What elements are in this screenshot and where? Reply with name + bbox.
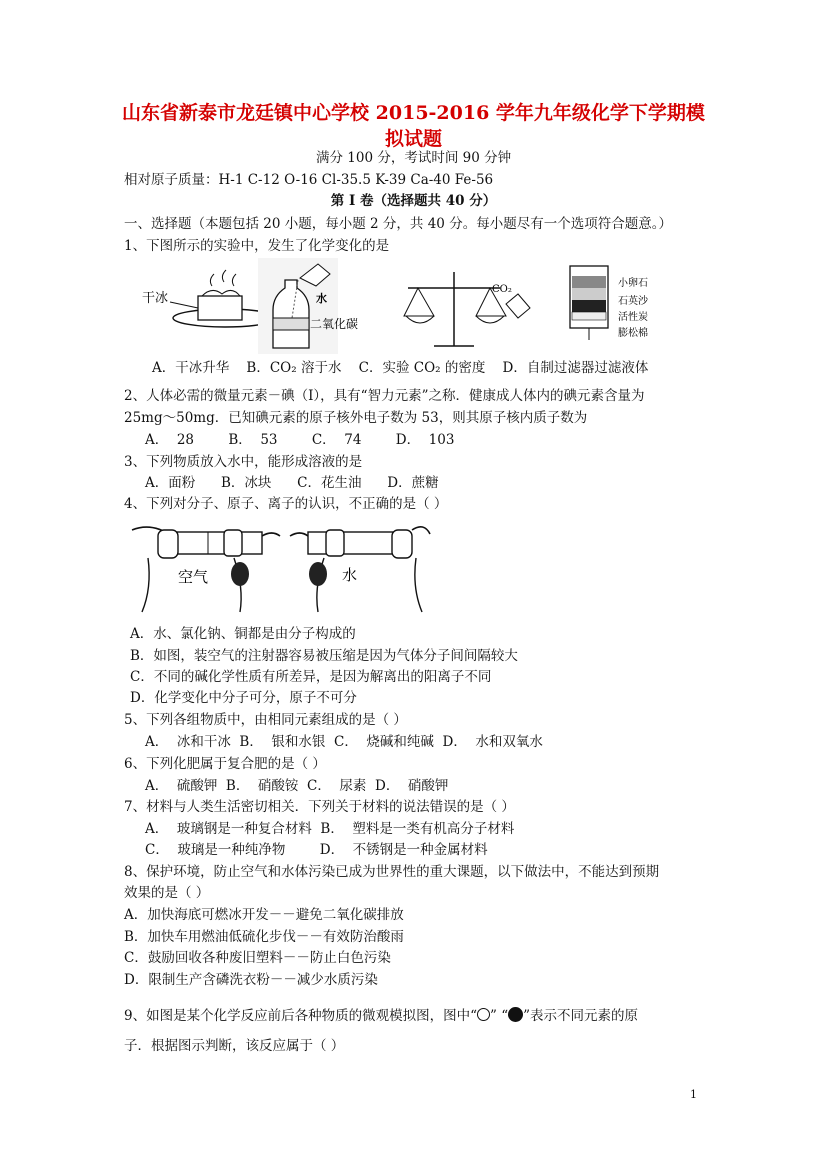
label-dry-ice: 干冰 xyxy=(142,290,169,305)
label-air: 空气 xyxy=(178,569,209,586)
q8-option-b: B．加快车用燃油低硫化步伐－－有效防治酸雨 xyxy=(124,929,404,945)
q4-option-a: A．水、氯化钠、铜都是由分子构成的 xyxy=(130,626,356,642)
q4-stem: 4、下列对分子、原子、离子的认识，不正确的是（ ） xyxy=(124,496,448,512)
bottle-figure xyxy=(258,258,358,354)
white-atom-icon xyxy=(477,1008,490,1021)
syringe-air xyxy=(132,527,280,612)
dry-ice-figure xyxy=(142,270,277,327)
q2-options: A． 28 B． 53 C． 74 D． 103 xyxy=(145,432,455,448)
q4-option-c: C．不同的碱化学性质有所差异，是因为解离出的阳离子不同 xyxy=(130,669,492,685)
q9-stem-b: ” “ xyxy=(490,1008,509,1024)
title-line-1: 山东省新泰市龙廷镇中心学校 2015-2016 学年九年级化学下学期模 xyxy=(122,102,705,124)
q9-stem-a: 9、如图是某个化学反应前后各种物质的微观模拟图，图中“ xyxy=(124,1008,477,1024)
label-cotton: 膨松棉 xyxy=(618,328,648,339)
q5-options: A． 冰和干冰 B． 银和水银 C． 烧碱和纯碱 D． 水和双氧水 xyxy=(145,734,543,750)
label-co2: 二氧化碳 xyxy=(310,317,359,331)
q2-stem-2: 25mg～50mg．已知碘元素的原子核外电子数为 53，则其原子核内质子数为 xyxy=(124,410,588,426)
q7-stem: 7、材料与人类生活密切相关．下列关于材料的说法错误的是（ ） xyxy=(124,799,515,815)
q1-option-d: D．自制过滤器过滤液体 xyxy=(502,360,649,376)
label-co2-short: CO₂ xyxy=(492,284,512,295)
q4-option-d: D．化学变化中分子可分，原子不可分 xyxy=(130,690,357,706)
q9-stem-2: 子．根据图示判断，该反应属于（ ） xyxy=(124,1038,345,1054)
q1-stem: 1、下图所示的实验中，发生了化学变化的是 xyxy=(124,238,390,254)
q3-options: A．面粉 B．冰块 C．花生油 D．蔗糖 xyxy=(145,475,439,491)
atomic-mass-line: 相对原子质量：H-1 C-12 O-16 Cl-35.5 K-39 Ca-40 Fe-56 xyxy=(124,172,494,188)
q8-stem-1: 8、保护环境，防止空气和水体污染已成为世界性的重大课题，以下做法中，不能达到预期 xyxy=(124,864,660,880)
q2-stem-1: 2、人体必需的微量元素－碘（I），具有“智力元素”之称．健康成人体内的碘元素含量为 xyxy=(124,388,645,404)
label-water: 水 xyxy=(316,292,327,305)
exam-title xyxy=(100,100,727,152)
black-atom-icon xyxy=(508,1007,523,1022)
q1-option-c: C．实验 CO₂ 的密度 xyxy=(358,360,486,376)
page-number: 1 xyxy=(690,1088,697,1101)
section1-intro: 一、选择题（本题包括 20 小题，每小题 2 分，共 40 分。每小题尽有一个选项符合题意。） xyxy=(124,216,672,232)
balance-figure xyxy=(404,272,530,346)
q5-stem: 5、下列各组物质中，由相同元素组成的是（ ） xyxy=(124,712,407,728)
q4-syringe-figure xyxy=(128,518,433,618)
q8-stem-2: 效果的是（ ） xyxy=(124,885,210,901)
filter-figure xyxy=(570,266,649,340)
score-time: 满分 100 分，考试时间 90 分钟 xyxy=(316,150,512,166)
q8-option-c: C．鼓励回收各种废旧塑料－－防止白色污染 xyxy=(124,950,391,966)
q9-stem-c: ”表示不同元素的原 xyxy=(523,1008,639,1024)
label-charcoal: 活性炭 xyxy=(618,312,648,323)
q1-option-a: A．干冰升华 xyxy=(152,360,230,376)
q9-stem-1 xyxy=(124,1006,638,1026)
title-line-2: 拟试题 xyxy=(384,128,442,150)
q1-figures xyxy=(140,258,715,358)
q7-options-1: A． 玻璃钢是一种复合材料 B． 塑料是一类有机高分子材料 xyxy=(145,821,515,837)
q4-option-b: B．如图，装空气的注射器容易被压缩是因为气体分子间间隔较大 xyxy=(130,648,518,664)
label-pebbles: 小卵石 xyxy=(618,278,648,289)
q1-options xyxy=(152,358,648,378)
q8-option-a: A．加快海底可燃冰开发－－避免二氧化碳排放 xyxy=(124,907,404,923)
q6-stem: 6、下列化肥属于复合肥的是（ ） xyxy=(124,756,326,772)
label-sand: 石英沙 xyxy=(618,296,648,307)
q8-option-d: D．限制生产含磷洗衣粉－－减少水质污染 xyxy=(124,972,378,988)
q7-options-2: C． 玻璃是一种纯净物 D． 不锈钢是一种金属材料 xyxy=(145,842,488,858)
label-water-syringe: 水 xyxy=(342,567,358,584)
syringe-water xyxy=(290,527,430,612)
q1-option-b: B．CO₂ 溶于水 xyxy=(246,360,342,376)
q6-options: A． 硫酸钾 B． 硝酸铵 C． 尿素 D． 硝酸钾 xyxy=(145,778,449,794)
part1-heading: 第 I 卷（选择题共 40 分） xyxy=(330,193,497,209)
q3-stem: 3、下列物质放入水中，能形成溶液的是 xyxy=(124,454,363,470)
